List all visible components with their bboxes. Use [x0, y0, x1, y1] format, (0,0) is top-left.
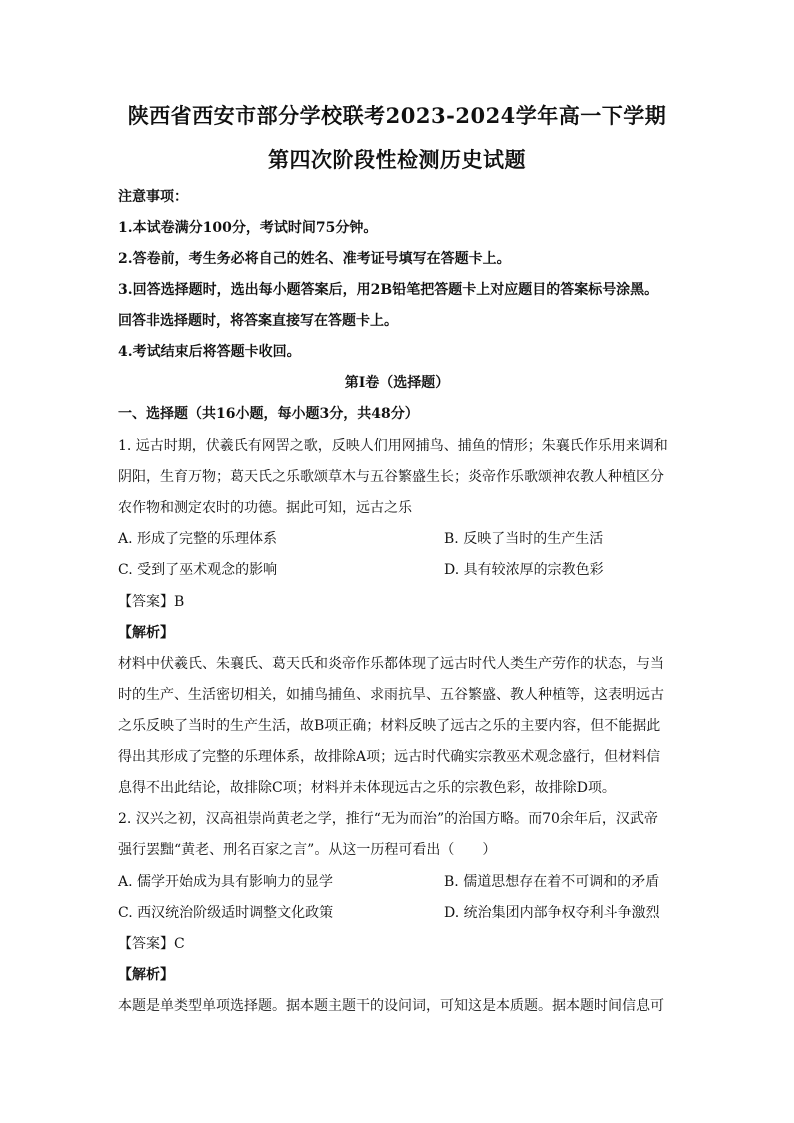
q1-option-b: B. 反映了当时的生产生活	[444, 531, 604, 547]
q2-stem-line: 2. 汉兴之初，汉高祖崇尚黄老之学，推行“无为而治”的治国方略。而70余年后，汉武帝	[118, 811, 658, 827]
q2-analysis-line: 本题是单类型单项选择题。据本题主题干的设问词，可知这是本质题。据本题时间信息可	[118, 998, 664, 1014]
q1-analysis-label: 【解析】	[118, 625, 174, 641]
q1-option-a: A. 形成了完整的乐理体系	[118, 531, 278, 547]
note-item: 回答非选择题时，将答案直接写在答题卡上。	[118, 313, 398, 329]
q1-stem-line: 农作物和测定农时的功德。据此可知，远古之乐	[118, 500, 412, 516]
q2-option-c: C. 西汉统治阶级适时调整文化政策	[118, 905, 334, 921]
q1-analysis-line: 之乐反映了当时的生产生活，故B项正确；材料反映了远古之乐的主要内容，但不能据此	[118, 718, 661, 734]
q1-analysis-line: 材料中伏羲氏、朱襄氏、葛天氏和炎帝作乐都体现了远古时代人类生产劳作的状态，与当	[118, 656, 664, 672]
note-item: 1.本试卷满分100分，考试时间75分钟。	[118, 220, 378, 236]
q1-option-d: D. 具有较浓厚的宗教色彩	[444, 562, 604, 578]
q1-stem-line: 1. 远古时期，伏羲氏有网罟之歌，反映人们用网捕鸟、捕鱼的情形；朱襄氏作乐用来调和	[118, 438, 668, 454]
q1-analysis-line: 时的生产、生活密切相关，如捕鸟捕鱼、求雨抗旱、五谷繁盛、教人种植等，这表明远古	[118, 687, 664, 703]
q2-option-b: B. 儒道思想存在着不可调和的矛盾	[444, 874, 660, 890]
q1-answer: 【答案】B	[118, 594, 185, 610]
q1-analysis-line: 息得不出此结论，故排除C项；材料并未体现远古之乐的宗教色彩，故排除D项。	[118, 780, 616, 796]
volume-heading: 第I卷（选择题）	[344, 375, 450, 391]
q1-analysis-line: 得出其形成了完整的乐理体系，故排除A项；远古时代确实宗教巫术观念盛行，但材料信	[118, 749, 661, 765]
q2-stem-line: 强行罢黜“黄老、刑名百家之言”。从这一历程可看出（ ）	[118, 842, 497, 858]
q1-stem-line: 阴阳，生育万物；葛天氏之乐歌颂草木与五谷繁盛生长；炎帝作乐歌颂神农教人种植区分	[118, 469, 664, 485]
q2-analysis-label: 【解析】	[118, 967, 174, 983]
q2-option-d: D. 统治集团内部争权夺利斗争激烈	[444, 905, 660, 921]
q1-option-c: C. 受到了巫术观念的影响	[118, 562, 278, 578]
note-item: 4.考试结束后将答题卡收回。	[118, 344, 301, 360]
note-item: 2.答卷前，考生务必将自己的姓名、准考证号填写在答题卡上。	[118, 251, 511, 267]
notes-heading: 注意事项：	[118, 189, 188, 205]
q2-answer: 【答案】C	[118, 936, 185, 952]
exam-title-line1: 陕西省西安市部分学校联考2023-2024学年高一下学期	[127, 103, 667, 128]
note-item: 3.回答选择题时，选出每小题答案后，用2B铅笔把答题卡上对应题目的答案标号涂黑。	[118, 282, 659, 298]
section-heading: 一、选择题（共16小题，每小题3分，共48分）	[118, 406, 419, 422]
exam-title-line2: 第四次阶段性检测历史试题	[268, 147, 526, 172]
q2-option-a: A. 儒学开始成为具有影响力的显学	[118, 874, 334, 890]
